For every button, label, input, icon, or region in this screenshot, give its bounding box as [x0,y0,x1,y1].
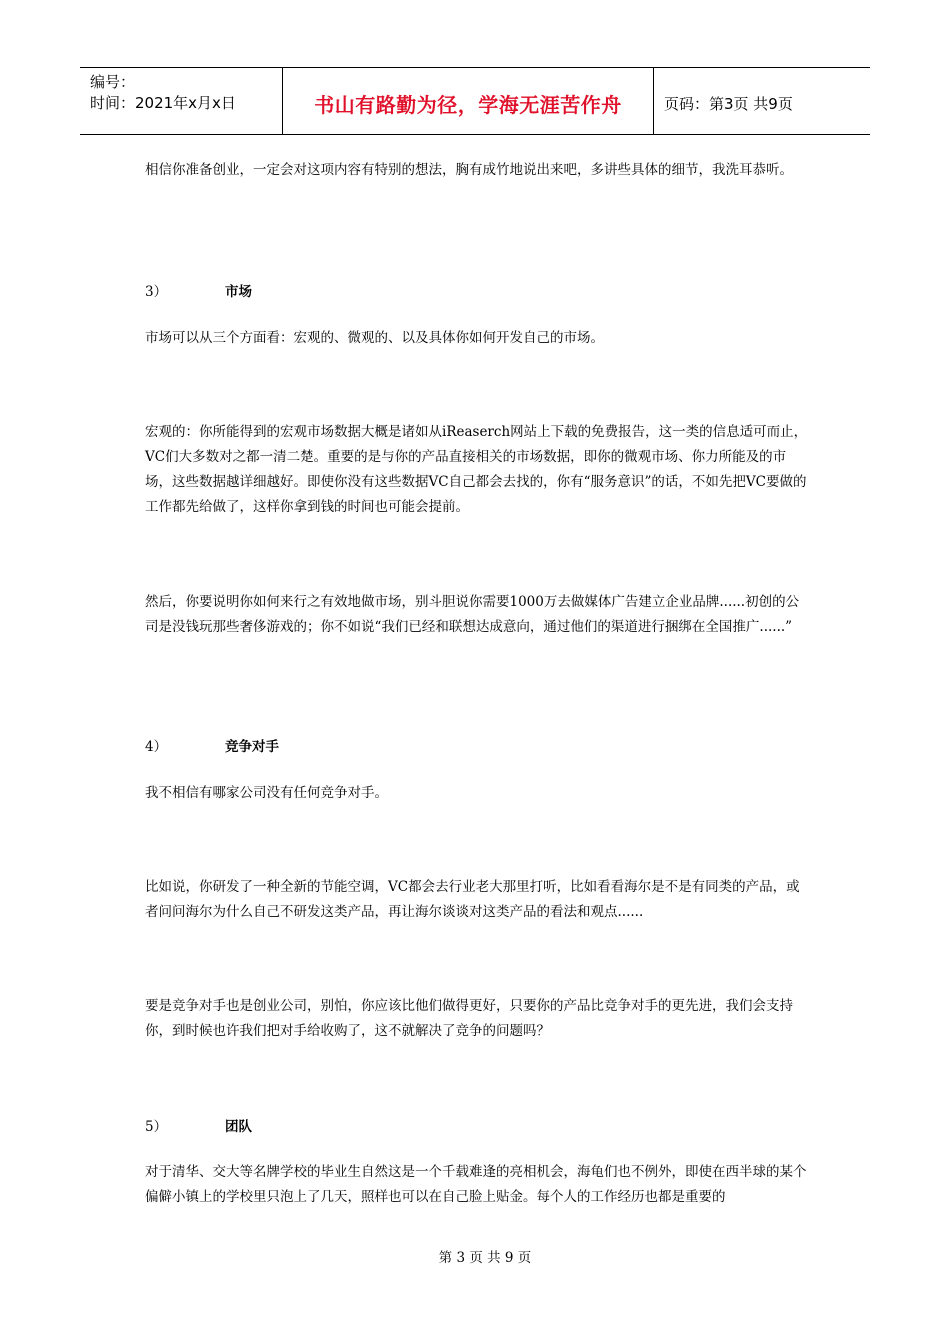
paragraph-example: 比如说，你研发了一种全新的节能空调，VC都会去行业老大那里打听，比如看看海尔是不是有同类的产品，或者问问海尔为什么自己不研发这类产品，再让海尔谈谈对这类产品的看法和观点...... [145,879,800,920]
section-number: 3） [145,284,168,300]
section-number: 4） [145,739,168,755]
page-footer [0,1246,950,1266]
paragraph-team: 对于清华、交大等名牌学校的毕业生自然这是一个千载难逢的亮相机会，海龟们也不例外，即使在西半球的某个偏僻小镇上的学校里只泡上了几天，照样也可以在自己脸上贴金。每个人的工作经历也都是重要的 [145,1164,807,1205]
motto-text: 书山有路勤为径，学海无涯苦作舟 [314,92,622,117]
time-label: 时间：2021年x月x日 [90,94,236,112]
paragraph-market-intro: 市场可以从三个方面看：宏观的、微观的、以及具体你如何开发自己的市场。 [145,330,604,346]
page-number-label: 页码：第3页 共9页 [664,94,793,113]
paragraph-startup-competitor: 要是竞争对手也是创业公司，别怕，你应该比他们做得更好，只要你的产品比竞争对手的更先进，我们会支持你，到时候也许我们把对手给收购了，这不就解决了竞争的问题吗？ [145,998,793,1039]
header-page-cell [654,68,870,134]
number-label: 编号： [90,73,136,91]
paragraph-then: 然后，你要说明你如何来行之有效地做市场，别斗胆说你需要1000万去做媒体广告建立企业品牌......初创的公司是没钱玩那些奢侈游戏的；你不如说“我们已经和联想达成意向，通过他们的渠道进行捆绑在全国推广......” [145,594,800,635]
page-header [80,67,870,135]
section-heading-competitors [145,737,279,757]
paragraph-macro: 宏观的：你所能得到的宏观市场数据大概是诸如从iReaserch网站上下载的免费报告，这一类的信息适可而止，VC们大多数对之都一清二楚。重要的是与你的产品直接相关的市场数据，即你的微观市场、你力所能及的市场，这些数据越详细越好。即使你没有这些数据VC自己都会去找的，你有“服务意识”的话，不如先把VC要做的工作都先给做了，这样你拿到钱的时间也可能会提前。 [145,424,808,515]
section-number: 5） [145,1119,168,1135]
section-title: 团队 [225,1119,252,1135]
paragraph-intro: 相信你准备创业，一定会对这项内容有特别的想法，胸有成竹地说出来吧，多讲些具体的细节，我洗耳恭听。 [145,162,793,178]
header-info-cell [80,68,282,134]
section-title: 竞争对手 [225,739,279,755]
section-heading-market [145,282,252,302]
paragraph-competitor-intro: 我不相信有哪家公司没有任何竞争对手。 [145,785,388,801]
section-title: 市场 [225,284,252,300]
header-motto-cell [282,68,654,134]
section-heading-team [145,1117,252,1137]
footer-page-number: 第 3 页 共 9 页 [438,1250,532,1266]
